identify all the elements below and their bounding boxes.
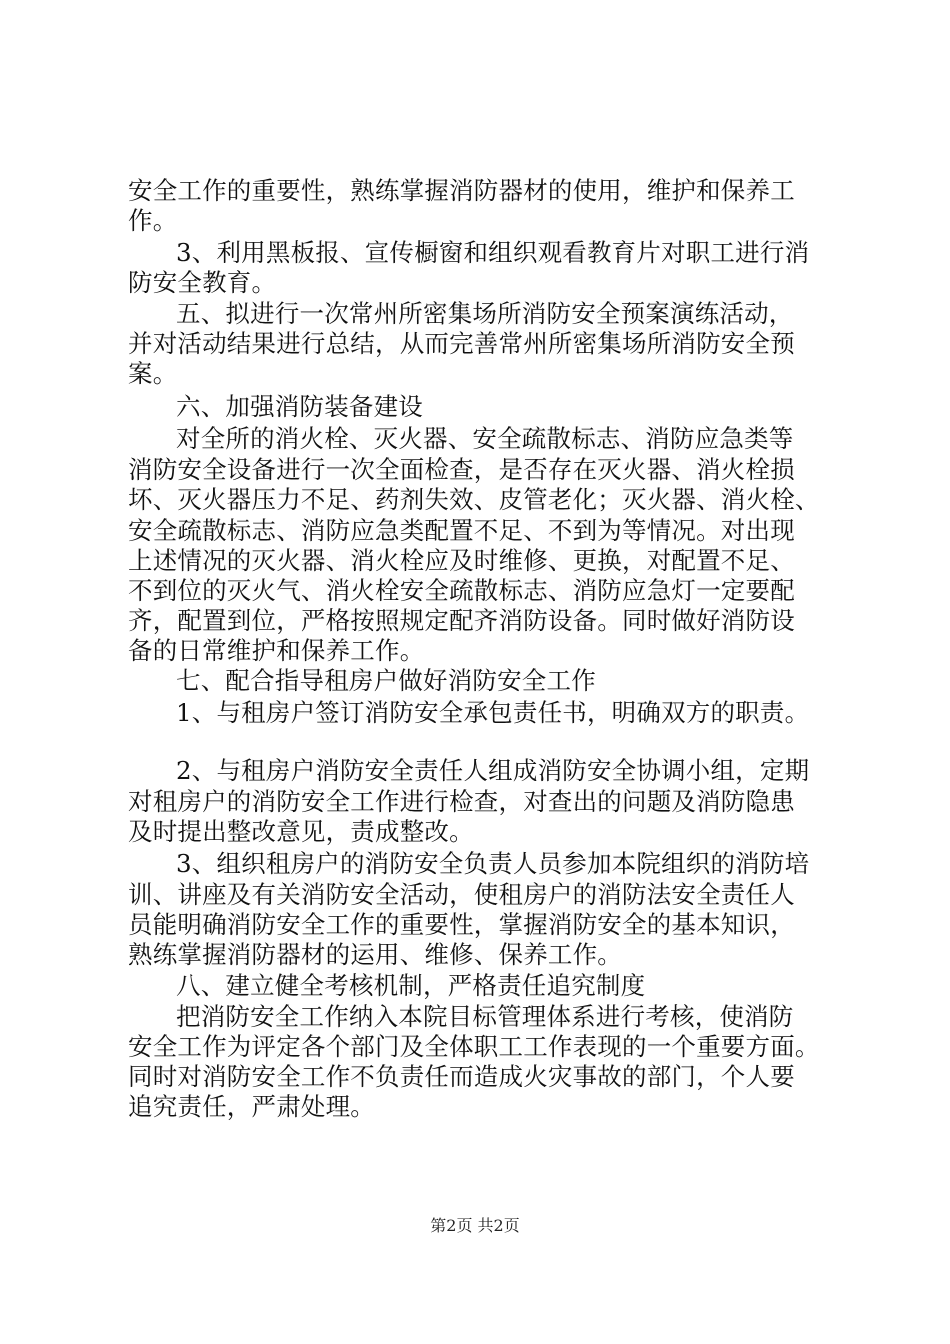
text-line-5: 五、拟进行一次常州所密集场所消防安全预案演练活动， <box>176 299 794 328</box>
text-line-7: 案。 <box>128 359 178 388</box>
text-line-1: 安全工作的重要性，熟练掌握消防器材的使用，维护和保养工 <box>128 176 795 205</box>
text-line-21: 及时提出整改意见，责成整改。 <box>128 817 474 846</box>
text-line-20: 对租房户的消防安全工作进行检查，对查出的问题及消防隐患 <box>128 787 795 816</box>
text-line-16: 备的日常维护和保养工作。 <box>128 636 425 665</box>
text-line-2: 作。 <box>128 206 178 235</box>
text-line-23: 训、讲座及有关消防安全活动，使租房户的消防法安全责任人 <box>128 880 795 909</box>
text-line-18: 1、与租房户签订消防安全承包责任书，明确双方的职责。 <box>176 698 810 727</box>
text-line-30: 追究责任，严肃处理。 <box>128 1092 375 1121</box>
text-line-12: 安全疏散标志、消防应急类配置不足、不到为等情况。对出现 <box>128 516 795 545</box>
section-heading-6: 六、加强消防装备建设 <box>176 392 423 421</box>
text-line-22: 3、组织租房户的消防安全负责人员参加本院组织的消防培 <box>176 849 810 878</box>
section-heading-8: 八、建立健全考核机制，严格责任追究制度 <box>176 971 646 1000</box>
text-line-15: 齐，配置到位，严格按照规定配齐消防设备。同时做好消防设 <box>128 606 795 635</box>
text-line-25: 熟练掌握消防器材的运用、维修、保养工作。 <box>128 940 622 969</box>
section-heading-7: 七、配合指导租房户做好消防安全工作 <box>176 666 596 695</box>
text-line-27: 把消防安全工作纳入本院目标管理体系进行考核，使消防 <box>176 1002 794 1031</box>
text-line-28: 安全工作为评定各个部门及全体职工工作表现的一个重要方面。 <box>128 1032 820 1061</box>
text-line-29: 同时对消防安全工作不负责任而造成火灾事故的部门，个人要 <box>128 1062 795 1091</box>
text-line-11: 坏、灭火器压力不足、药剂失效、皮管老化；灭火器、消火栓、 <box>128 485 820 514</box>
text-line-10: 消防安全设备进行一次全面检查，是否存在灭火器、消火栓损 <box>128 455 795 484</box>
text-line-9: 对全所的消火栓、灭火器、安全疏散标志、消防应急类等 <box>176 424 794 453</box>
page-number-footer: 第2页 共2页 <box>430 1216 520 1235</box>
text-line-24: 员能明确消防安全工作的重要性，掌握消防安全的基本知识， <box>128 910 795 939</box>
text-line-19: 2、与租房户消防安全责任人组成消防安全协调小组，定期 <box>176 756 810 785</box>
text-line-3: 3、利用黑板报、宣传橱窗和组织观看教育片对职工进行消 <box>176 238 810 267</box>
text-line-6: 并对活动结果进行总结，从而完善常州所密集场所消防安全预 <box>128 329 795 358</box>
text-line-4: 防安全教育。 <box>128 268 277 297</box>
text-line-14: 不到位的灭火气、消火栓安全疏散标志、消防应急灯一定要配 <box>128 576 795 605</box>
text-line-13: 上述情况的灭火器、消火栓应及时维修、更换，对配置不足、 <box>128 546 795 575</box>
